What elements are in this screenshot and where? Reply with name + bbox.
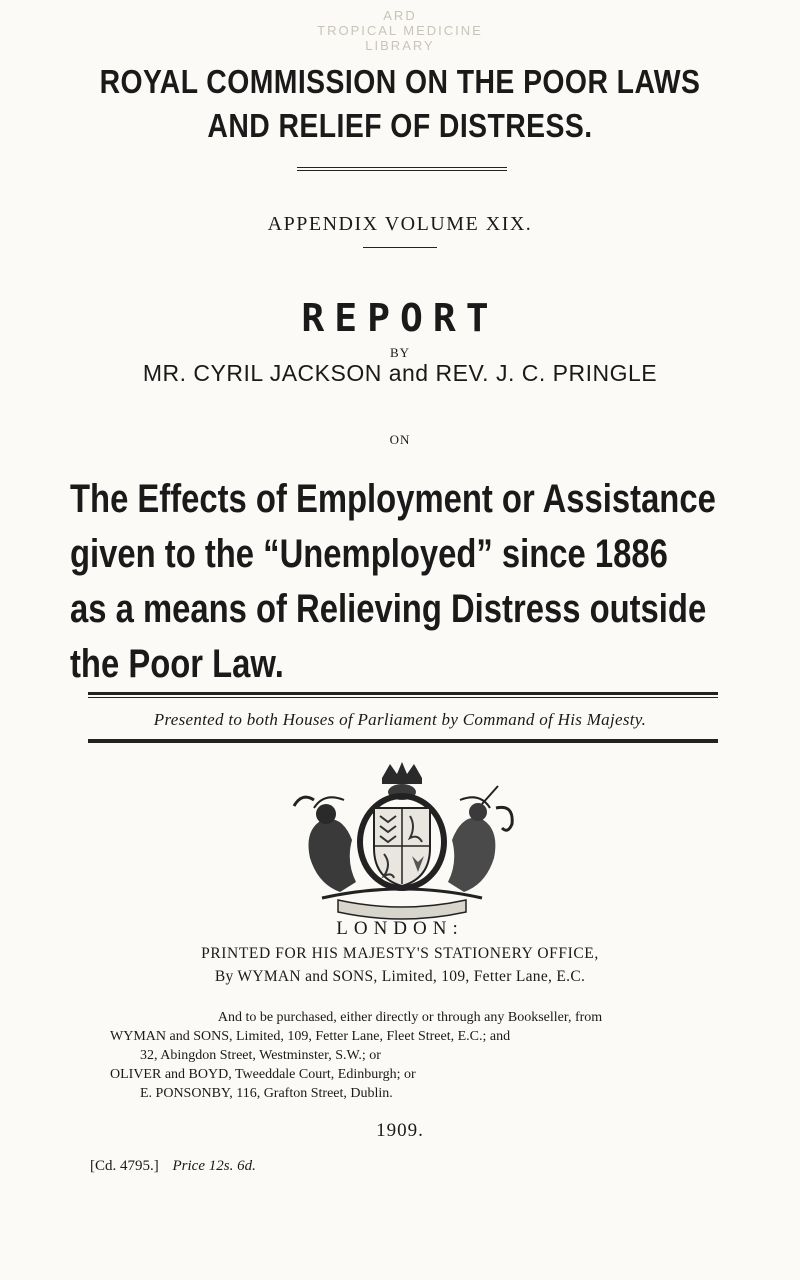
command-number: [Cd. 4795.] — [90, 1158, 159, 1174]
purchase-information — [110, 1008, 710, 1103]
purchase-line: And to be purchased, either directly or through any Bookseller, from — [217, 1010, 603, 1025]
purchase-line: WYMAN and SONS, Limited, 109, Fetter Lane, Fleet Street, E.C.; and — [110, 1029, 511, 1044]
presented-top-rule — [88, 692, 718, 698]
appendix-divider — [363, 247, 437, 248]
subject-line: given to the “Unemployed” since 1886 — [70, 532, 668, 576]
appendix-heading: APPENDIX VOLUME XIX. — [267, 213, 533, 235]
library-stamp-line: LIBRARY — [365, 38, 435, 53]
imprint-printed-for: PRINTED FOR HIS MAJESTY'S STATIONERY OFFICE, — [201, 945, 599, 962]
on-label: ON — [389, 432, 411, 447]
presented-statement: Presented to both Houses of Parliament by Command of His Majesty. — [153, 710, 647, 729]
purchase-line: 32, Abingdon Street, Westminster, S.W.; or — [140, 1048, 381, 1063]
purchase-line: OLIVER and BOYD, Tweeddale Court, Edinburgh; or — [110, 1067, 416, 1082]
royal-coat-of-arms-icon — [252, 760, 552, 920]
report-heading: REPORT — [301, 296, 499, 340]
subject-line: as a means of Relieving Distress outside — [70, 587, 707, 631]
by-label: BY — [389, 345, 411, 360]
subject-line: The Effects of Employment or Assistance — [70, 477, 716, 521]
title-line-1: ROYAL COMMISSION ON THE POOR LAWS — [99, 63, 701, 100]
title-line-2: AND RELIEF OF DISTRESS. — [207, 107, 593, 144]
subject-line: the Poor Law. — [70, 642, 284, 686]
title-divider — [297, 167, 507, 171]
library-stamp-line: ARD — [383, 8, 417, 23]
report-subject — [70, 472, 751, 692]
imprint-printed-by: By WYMAN and SONS, Limited, 109, Fetter Lane, E.C. — [214, 968, 586, 985]
purchase-line: E. PONSONBY, 116, Grafton Street, Dublin. — [140, 1086, 393, 1101]
imprint-city: LONDON: — [336, 918, 464, 939]
document-title — [56, 60, 744, 148]
library-stamp — [0, 8, 800, 53]
command-paper-info — [90, 1158, 256, 1175]
price: Price 12s. 6d. — [172, 1158, 256, 1174]
library-stamp-line: TROPICAL MEDICINE — [317, 23, 483, 38]
publication-year: 1909. — [376, 1120, 424, 1141]
presented-bottom-rule — [88, 737, 718, 743]
authors: MR. CYRIL JACKSON and REV. J. C. PRINGLE — [142, 360, 658, 386]
